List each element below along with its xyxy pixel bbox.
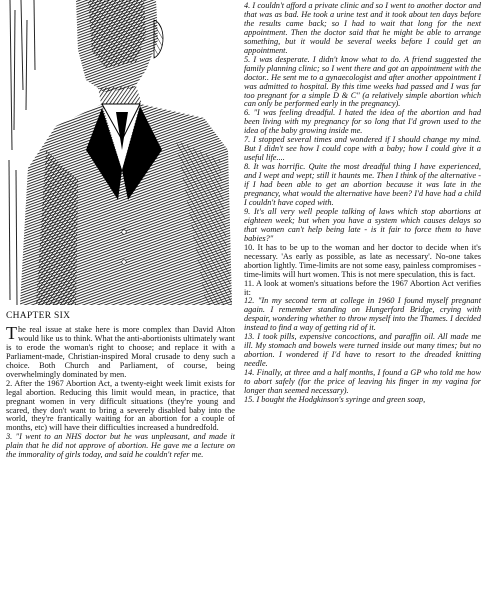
right-paragraph: 11. A look at women's situations before the 1967 Abortion Act verifies it: (244, 278, 481, 297)
right-column (244, 2, 481, 405)
right-paragraph: 10. It has to be up to the woman and her doctor to decide when it's necessary. 'As early as possible, as late as necessary'. No-one takes abortion lightly. Time-limits are not some easy, painless compromises - time-limits will hurt women. This is not mere speculation, this is fact. (244, 242, 481, 279)
chapter-heading: CHAPTER SIX (6, 311, 71, 321)
right-paragraph: 12. "In my second term at college in 1960 I found myself pregnant again. I remember standing on Hungerford Bridge, crying with despair, wondering whether to throw myself into the Thames. I decided instead to find a way of getting rid of it. (244, 296, 481, 333)
right-paragraph: 15. I bought the Hodgkinson's syringe and green soap, (244, 394, 426, 404)
right-paragraph: 13. I took pills, expensive concoctions, and paraffin oil. All made me ill. My stomach and bowels were turned inside out many times; but no abortion. I wondered if I'd have to resort to the dreaded knitting needle. (244, 332, 481, 369)
right-paragraph: 8. It was horrific. Quite the most dreadful thing I have experienced, and I wept and wept; still it haunts me. Then I think of the alternative - if I had been able to get an abortion because it was late in the pregnancy, what would the alternative have been? I'd have had a child I couldn't have coped with. (244, 162, 481, 207)
left-column (6, 0, 235, 460)
right-paragraph: 6. "I was feeling dreadful. I hated the idea of the abortion and had been living with my pregnancy for so long that I'd grown used to the idea of the baby growing inside me. (244, 108, 481, 136)
left-paragraph: 3. "I went to an NHS doctor but he was unpleasant, and made it plain that he did not approve of abortion. He gave me a lecture on the immorality of girls today, and said he couldn't refer me. (6, 432, 235, 460)
portrait-illustration (6, 0, 235, 305)
left-paragraph: 2. After the 1967 Abortion Act, a twenty-eight week limit exists for legal abortion. Reducing this limit would mean, in practice, that pregnant women in very difficult situations (they're young and scared, they don't want to bring a severely disabled baby into the world, they're frantically waiting for an abortion for a couple of months, etc) will have their difficulties increased a hundredfold. (6, 378, 235, 433)
right-paragraph: 4. I couldn't afford a private clinic and so I went to another doctor and that was as bad. He took a urine test and it took about ten days before the results came back; so I had to wait that long for the next appointment. Then the doctor said that he might be able to arrange something, but it would be several weeks before I could get an appointment. (244, 1, 481, 55)
right-paragraph: 9. It's all very well people talking of laws which stop abortions at eighteen week; but when you have a system which causes delays so that women can't help being late - is it fair to force them to have babies?" (244, 206, 481, 243)
left-paragraph: The real issue at stake here is more complex than David Alton would like us to think. What the anti-abortionists ultimately want is to erode the woman's right to choose; and replace it with a Parliament-made, Christian-inspired Moral crusade to deny such a choice. Both Church and Parliament, of course, being overwhelmingly dominated by men. (6, 322, 235, 379)
right-paragraph: 7. I stopped several times and wondered if I should change my mind. But I didn't see how I could cope with a baby; how I could give it a useful life.... (244, 135, 481, 163)
right-paragraph: 14. Finally, at three and a half months, I found a GP who told me how to abort safely (for the price of leaving his finger in my vagina for longer than seemed necessary). (244, 368, 481, 395)
right-paragraph: 5. I was desperate. I didn't know what to do. A friend suggested the family planning clinic; so I went there and got an appointment with the doctor.. He sent me to a gynaecologist and after another appointment I was admitted to hospital. By this time weeks had passed and I was far too pregnant for a simple D & C" (a relatively simple abortion which can only be performed early in the pregnancy). (244, 54, 481, 109)
engraved-portrait-image (6, 0, 235, 305)
